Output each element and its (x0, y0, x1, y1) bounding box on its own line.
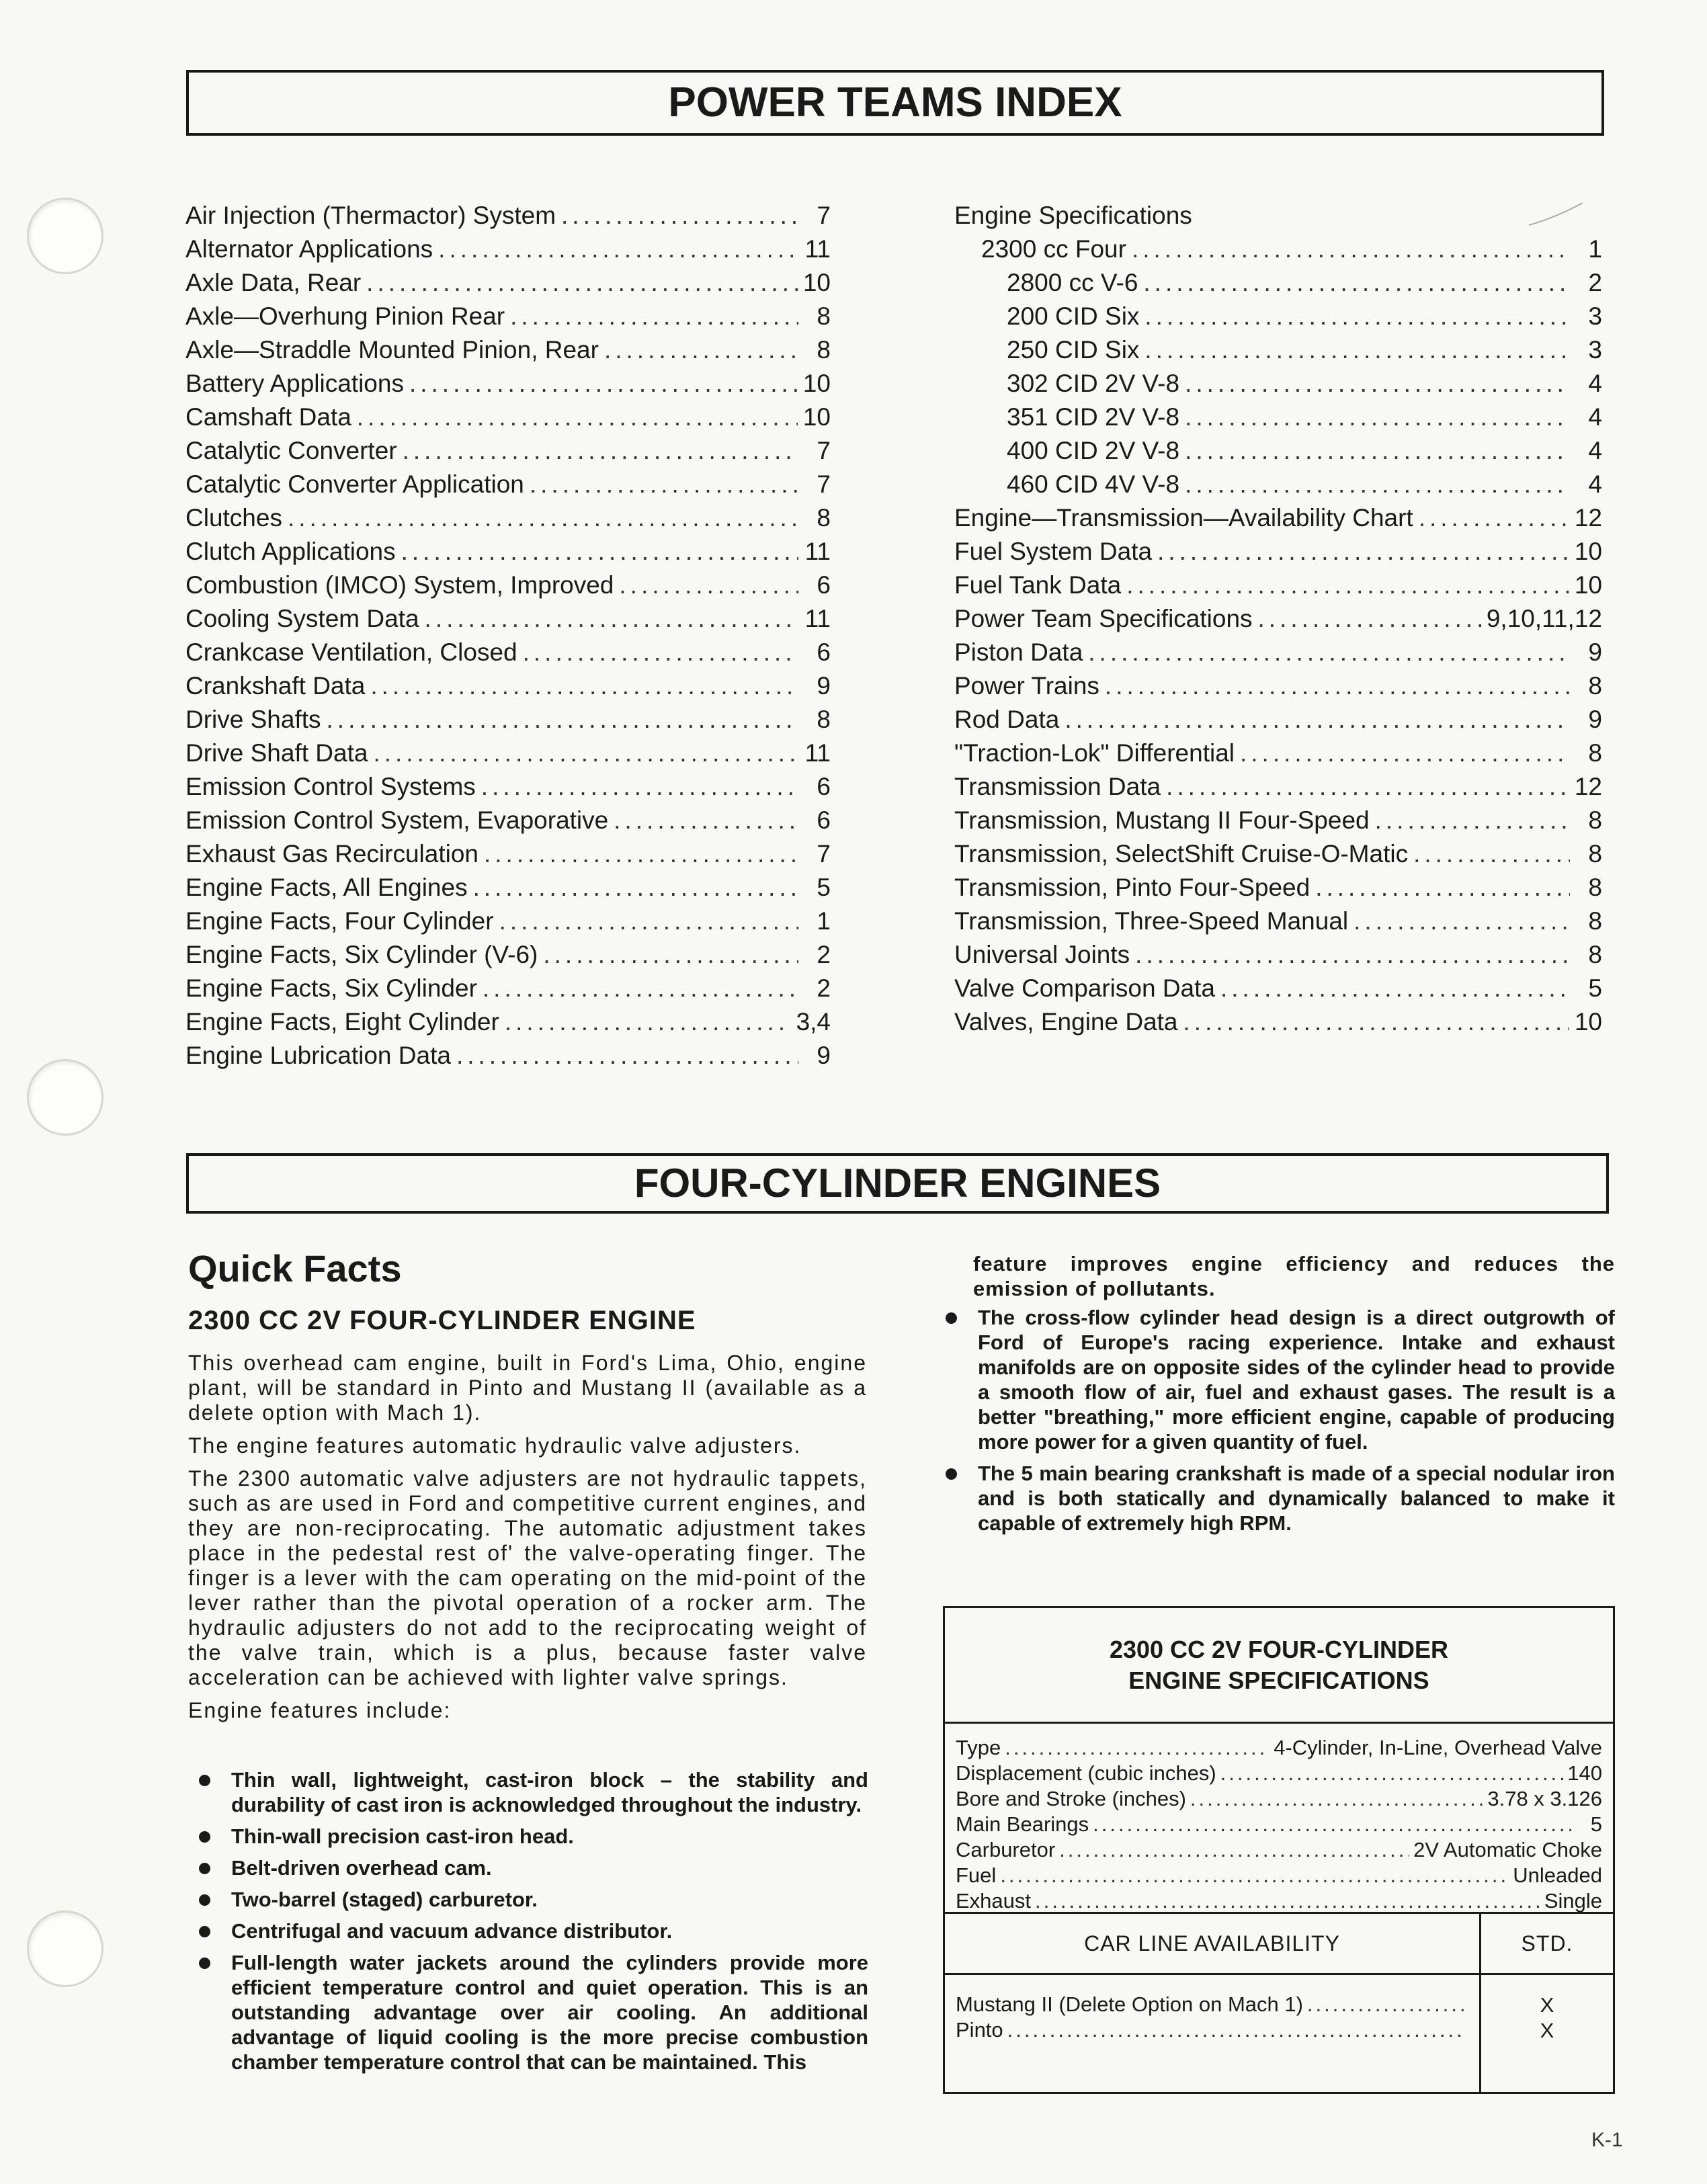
dot-leader (1185, 370, 1570, 398)
index-page: 2 (1588, 269, 1602, 296)
index-page: 3,4 (796, 1008, 831, 1036)
availability-std-mark: X (1540, 2019, 1554, 2042)
dot-leader (1059, 1838, 1409, 1862)
index-page: 8 (1588, 672, 1602, 700)
quick-facts-title: Quick Facts (188, 1247, 402, 1290)
index-row (954, 907, 1602, 941)
paragraph: This overhead cam engine, built in Ford's Lima, Ohio, engine plant, will be standard in Pinto and Mustang II (available as a delete option with Mach 1). (188, 1351, 867, 1425)
index-page: 4 (1588, 403, 1602, 431)
engine-subtitle: 2300 CC 2V FOUR-CYLINDER ENGINE (188, 1306, 696, 1335)
index-row (185, 941, 831, 974)
index-row (954, 638, 1602, 672)
index-label: Emission Control System, Evaporative (185, 806, 609, 834)
index-label: Engine Facts, All Engines (185, 874, 468, 901)
punch-hole-top (27, 198, 103, 274)
index-page: 6 (817, 571, 831, 599)
index-row (954, 437, 1602, 470)
dot-leader (483, 974, 798, 1003)
dot-leader (327, 706, 798, 734)
index-page: 9 (817, 672, 831, 700)
index-row (185, 1008, 831, 1042)
spec-row (956, 1863, 1602, 1889)
index-page: 10 (802, 403, 831, 431)
index-page: 7 (817, 202, 831, 229)
index-page: 10 (802, 269, 831, 296)
index-label: Displacement (cubic inches) (956, 1761, 1216, 1785)
index-page: 9 (1588, 638, 1602, 666)
index-label: 400 CID 2V V-8 (1007, 437, 1180, 464)
index-page: 6 (817, 806, 831, 834)
index-page: 12 (1574, 773, 1602, 800)
dot-leader (1132, 235, 1570, 263)
spec-row (956, 1736, 1602, 1761)
index-page: 8 (817, 706, 831, 733)
dot-leader (1220, 974, 1570, 1003)
index-label: Axle—Overhung Pinion Rear (185, 302, 505, 330)
dot-leader (604, 336, 798, 364)
index-label: Drive Shafts (185, 706, 321, 733)
index-page: 9 (817, 1042, 831, 1069)
engine-specifications-box (943, 1606, 1615, 2094)
features-list-left (190, 1767, 868, 2081)
index-label: Bore and Stroke (inches) (956, 1787, 1186, 1810)
dot-leader (438, 235, 798, 263)
list-item: Belt-driven overhead cam. (190, 1855, 868, 1880)
index-label: Fuel System Data (954, 538, 1153, 565)
dot-leader (1419, 504, 1569, 532)
index-row (954, 504, 1602, 538)
dot-leader (1035, 1889, 1540, 1913)
index-row (185, 840, 831, 874)
index-page: 11 (804, 605, 831, 632)
index-page: 11 (804, 739, 831, 767)
index-row (185, 269, 831, 302)
index-row (954, 336, 1602, 370)
index-label: Crankshaft Data (185, 672, 366, 700)
index-label: Clutches (185, 504, 282, 532)
list-item: Centrifugal and vacuum advance distributor. (190, 1919, 868, 1943)
list-item: Thin wall, lightweight, cast-iron block – the stability and durability of cast iron is acknowledged throughout the industry. (190, 1767, 868, 1817)
dot-leader (473, 874, 798, 902)
index-page: 10 (1574, 571, 1602, 599)
index-page: 8 (1588, 874, 1602, 901)
index-page: 9 (1588, 706, 1602, 733)
index-page: 4 (1588, 437, 1602, 464)
index-row (185, 638, 831, 672)
index-page: 8 (1588, 941, 1602, 968)
index-page: 2 (817, 941, 831, 968)
index-label: Engine Facts, Eight Cylinder (185, 1008, 499, 1036)
index-label: Fuel Tank Data (954, 571, 1122, 599)
index-row (185, 370, 831, 403)
spec-rows (956, 1724, 1602, 1915)
dot-leader (1185, 437, 1570, 465)
page-title: POWER TEAMS INDEX (668, 79, 1122, 126)
index-page: 8 (817, 302, 831, 330)
index-page: 7 (817, 437, 831, 464)
dot-leader (1135, 941, 1570, 969)
index-page: 4 (1588, 470, 1602, 498)
index-row (954, 370, 1602, 403)
index-row (954, 235, 1602, 269)
index-page: 3.78 x 3.126 (1487, 1787, 1602, 1810)
index-label: Engine—Transmission—Availability Chart (954, 504, 1413, 532)
index-row (185, 773, 831, 806)
dot-leader (1354, 907, 1570, 935)
spec-row (956, 1787, 1602, 1812)
feature-continued: feature improves engine efficiency and reduces the emission of pollutants. (973, 1252, 1615, 1300)
index-page: 9,10,11,12 (1486, 605, 1602, 632)
dot-leader (370, 672, 798, 700)
index-row (954, 403, 1602, 437)
availability-std-mark: X (1540, 1993, 1554, 2017)
dot-leader (1413, 840, 1570, 868)
list-item: Full-length water jackets around the cylinders provide more efficient temperature control and quiet operation. This is an outstanding advantage over air cooling. An additional advantage of liquid cooling is the more precise combustion chamber temperature control that can be maintained. This (190, 1950, 868, 2074)
dot-leader (456, 1042, 798, 1070)
index-page: 12 (1574, 504, 1602, 532)
index-label: Main Bearings (956, 1812, 1089, 1836)
availability-rows (956, 1992, 1470, 2044)
punch-hole-bottom (27, 1910, 103, 1987)
dot-leader (1185, 470, 1570, 499)
dot-leader (1143, 269, 1570, 297)
index-label: Clutch Applications (185, 538, 396, 565)
index-row (185, 571, 831, 605)
index-row (185, 1042, 831, 1075)
index-page: 3 (1588, 302, 1602, 330)
index-row (185, 706, 831, 739)
index-row (185, 538, 831, 571)
spec-row (956, 1761, 1602, 1787)
index-label: Carburetor (956, 1838, 1056, 1861)
index-page: 4 (1588, 370, 1602, 397)
index-page: Unleaded (1513, 1863, 1602, 1887)
punch-hole-middle (27, 1059, 103, 1136)
spec-row (956, 1812, 1602, 1838)
index-row (954, 302, 1602, 336)
dot-leader (288, 504, 798, 532)
index-label: Engine Facts, Four Cylinder (185, 907, 494, 935)
pencil-mark (1526, 202, 1586, 228)
index-row (185, 605, 831, 638)
index-page: Single (1544, 1889, 1602, 1913)
index-label: Emission Control Systems (185, 773, 476, 800)
index-row (954, 672, 1602, 706)
paragraph: The 2300 automatic valve adjusters are not hydraulic tappets, such as are used in Ford and competitive current engines, and they are non-reciprocating. The automatic adjustment takes place in the pedestal rest of' the valve-operating finger. The finger is a lever with the cam operating on the mid-point of the lever rather than the pivotal operation of a rocker arm. The hydraulic adjusters do not add to the reciprocating weight of the valve train, which is a plus, because faster valve acceleration can be achieved with lighter valve springs. (188, 1466, 867, 1689)
index-label: Cooling System Data (185, 605, 419, 632)
index-label: 2800 cc V-6 (1007, 269, 1138, 296)
index-label: 250 CID Six (1007, 336, 1140, 364)
index-row (185, 907, 831, 941)
index-row (185, 504, 831, 538)
page-title-box (186, 70, 1604, 136)
index-page: 11 (804, 235, 831, 263)
index-label: Catalytic Converter (185, 437, 397, 464)
dot-leader (1166, 773, 1569, 801)
dot-leader (1190, 1787, 1483, 1811)
dot-leader (614, 806, 798, 835)
section-title-box (186, 1153, 1609, 1214)
index-row (954, 605, 1602, 638)
std-header: STD. (1521, 1931, 1573, 1956)
index-label: Transmission, Mustang II Four-Speed (954, 806, 1370, 834)
index-page: 2V Automatic Choke (1413, 1838, 1602, 1861)
index-row (954, 470, 1602, 504)
dot-leader (1065, 706, 1570, 734)
index-label: Alternator Applications (185, 235, 433, 263)
index-page: 8 (817, 336, 831, 364)
index-row (185, 470, 831, 504)
body-text (188, 1351, 867, 1731)
availability-row (956, 2018, 1470, 2044)
dot-leader (1240, 739, 1570, 767)
dot-leader (1088, 638, 1570, 667)
index-row (185, 235, 831, 269)
dot-leader (499, 907, 798, 935)
index-label: Valves, Engine Data (954, 1008, 1178, 1036)
spec-row (956, 1838, 1602, 1863)
index-page: 10 (1574, 538, 1602, 565)
dot-leader (481, 773, 798, 801)
index-label: Transmission, Three-Speed Manual (954, 907, 1349, 935)
index-row (185, 806, 831, 840)
index-label: Transmission Data (954, 773, 1161, 800)
index-row (185, 739, 831, 773)
index-label: Fuel (956, 1863, 997, 1887)
index-row (954, 840, 1602, 874)
dot-leader (1005, 1736, 1269, 1760)
index-label: 200 CID Six (1007, 302, 1140, 330)
index-page: 8 (1588, 806, 1602, 834)
index-page: 5 (1590, 1812, 1602, 1836)
index-label: Combustion (IMCO) System, Improved (185, 571, 614, 599)
spec-row (956, 1889, 1602, 1915)
index-page: 4-Cylinder, In-Line, Overhead Valve (1274, 1736, 1602, 1759)
index-row (185, 874, 831, 907)
availability-std-column (1481, 1992, 1613, 2044)
dot-leader (1315, 874, 1570, 902)
index-row (185, 437, 831, 470)
index-row (954, 739, 1602, 773)
index-label: Axle Data, Rear (185, 269, 362, 296)
dot-leader (1126, 571, 1569, 599)
dot-leader (523, 638, 798, 667)
index-label: Power Team Specifications (954, 605, 1253, 632)
dot-leader (366, 269, 798, 297)
index-label: Drive Shaft Data (185, 739, 368, 767)
dot-leader (543, 941, 798, 969)
index-row (954, 773, 1602, 806)
dot-leader (1157, 538, 1569, 566)
index-label: Power Trains (954, 672, 1099, 700)
index-page: 11 (804, 538, 831, 565)
index-label: Battery Applications (185, 370, 404, 397)
dot-leader (373, 739, 798, 767)
dot-leader (530, 470, 798, 499)
dot-leader (1144, 336, 1570, 364)
dot-leader (1105, 672, 1570, 700)
dot-leader (357, 403, 798, 431)
index-label: Exhaust Gas Recirculation (185, 840, 478, 868)
dot-leader (1220, 1761, 1564, 1786)
availability-row (956, 1992, 1470, 2018)
index-label: Engine Facts, Six Cylinder (V-6) (185, 941, 538, 968)
index-page: 7 (817, 840, 831, 868)
index-page: 3 (1588, 336, 1602, 364)
index-label: 460 CID 4V V-8 (1007, 470, 1180, 498)
index-page: 5 (1588, 974, 1602, 1002)
index-label: Transmission, Pinto Four-Speed (954, 874, 1310, 901)
dot-leader (1185, 403, 1570, 431)
availability-label: Pinto (956, 2018, 1003, 2042)
index-label: Type (956, 1736, 1001, 1759)
index-label: Camshaft Data (185, 403, 351, 431)
dot-leader (409, 370, 798, 398)
dot-leader (505, 1008, 791, 1036)
index-page: 8 (1588, 840, 1602, 868)
spec-title-line2: ENGINE SPECIFICATIONS (1128, 1666, 1429, 1694)
index-label: Air Injection (Thermactor) System (185, 202, 556, 229)
index-page: 8 (1588, 739, 1602, 767)
index-label: 351 CID 2V V-8 (1007, 403, 1180, 431)
dot-leader (1144, 302, 1570, 331)
index-page: 8 (817, 504, 831, 532)
index-row (954, 269, 1602, 302)
dot-leader (1307, 1992, 1466, 2017)
index-row (954, 1008, 1602, 1042)
index-right-column (954, 202, 1602, 1042)
index-row (185, 336, 831, 370)
index-page: 5 (817, 874, 831, 901)
dot-leader (510, 302, 798, 331)
index-row (185, 672, 831, 706)
index-label: Axle—Straddle Mounted Pinion, Rear (185, 336, 599, 364)
dot-leader (1000, 1863, 1509, 1888)
index-page: 1 (817, 907, 831, 935)
index-row (954, 538, 1602, 571)
index-row (954, 571, 1602, 605)
index-page: 7 (817, 470, 831, 498)
index-label: Universal Joints (954, 941, 1130, 968)
index-heading-engine-specifications: Engine Specifications (954, 202, 1192, 229)
index-page: 6 (817, 638, 831, 666)
index-page: 8 (1588, 907, 1602, 935)
index-row (185, 974, 831, 1008)
dot-leader (403, 437, 798, 465)
section-title: FOUR-CYLINDER ENGINES (634, 1161, 1161, 1206)
index-page: 10 (802, 370, 831, 397)
dot-leader (484, 840, 798, 868)
index-row (954, 941, 1602, 974)
page-number: K-1 (1591, 2129, 1623, 2151)
index-label: "Traction-Lok" Differential (954, 739, 1235, 767)
dot-leader (425, 605, 798, 633)
index-label: Transmission, SelectShift Cruise-O-Matic (954, 840, 1409, 868)
index-page: 2 (817, 974, 831, 1002)
index-page: 140 (1567, 1761, 1602, 1785)
index-label: 2300 cc Four (981, 235, 1126, 263)
dot-leader (619, 571, 798, 599)
index-row (185, 202, 831, 235)
dot-leader (401, 538, 798, 566)
index-page: 6 (817, 773, 831, 800)
list-item: The cross-flow cylinder head design is a direct outgrowth of Ford of Europe's racing experience. Intake and exhaust manifolds are on opposite sides of the cylinder head to provide a smooth flow of air, fuel and exhaust gases. The result is a better "breathing," more efficient engine, capable of producing more power for a given quantity of fuel. (936, 1305, 1615, 1454)
index-left-column (185, 202, 831, 1075)
availability-header-row (945, 1912, 1613, 1975)
paragraph: Engine features include: (188, 1698, 452, 1722)
index-label: Valve Comparison Data (954, 974, 1215, 1002)
index-row (185, 403, 831, 437)
dot-leader (1093, 1812, 1571, 1837)
availability-header: CAR LINE AVAILABILITY (1084, 1931, 1340, 1956)
index-row (954, 806, 1602, 840)
features-list-right (936, 1305, 1615, 1542)
list-item: Thin-wall precision cast-iron head. (190, 1824, 868, 1849)
index-row (185, 302, 831, 336)
index-label: Exhaust (956, 1889, 1032, 1913)
list-item: Two-barrel (staged) carburetor. (190, 1887, 868, 1912)
dot-leader (1007, 2018, 1466, 2042)
index-row (954, 874, 1602, 907)
availability-label: Mustang II (Delete Option on Mach 1) (956, 1992, 1303, 2016)
dot-leader (561, 202, 798, 230)
index-label: 302 CID 2V V-8 (1007, 370, 1180, 397)
index-page: 10 (1574, 1008, 1602, 1036)
dot-leader (1258, 605, 1481, 633)
list-item: The 5 main bearing crankshaft is made of a special nodular iron and is both statically and dynamically balanced to make it capable of extremely high RPM. (936, 1461, 1615, 1536)
index-label: Rod Data (954, 706, 1060, 733)
index-label: Engine Facts, Six Cylinder (185, 974, 477, 1002)
index-label: Engine Lubrication Data (185, 1042, 451, 1069)
index-label: Catalytic Converter Application (185, 470, 524, 498)
index-label: Piston Data (954, 638, 1083, 666)
paragraph: The engine features automatic hydraulic valve adjusters. (188, 1433, 802, 1458)
spec-title-line1: 2300 CC 2V FOUR-CYLINDER (1109, 1635, 1449, 1663)
dot-leader (1375, 806, 1570, 835)
index-row (954, 706, 1602, 739)
index-row (954, 974, 1602, 1008)
spec-box-title (945, 1608, 1613, 1724)
index-page: 1 (1588, 235, 1602, 263)
dot-leader (1183, 1008, 1569, 1036)
index-label: Crankcase Ventilation, Closed (185, 638, 517, 666)
